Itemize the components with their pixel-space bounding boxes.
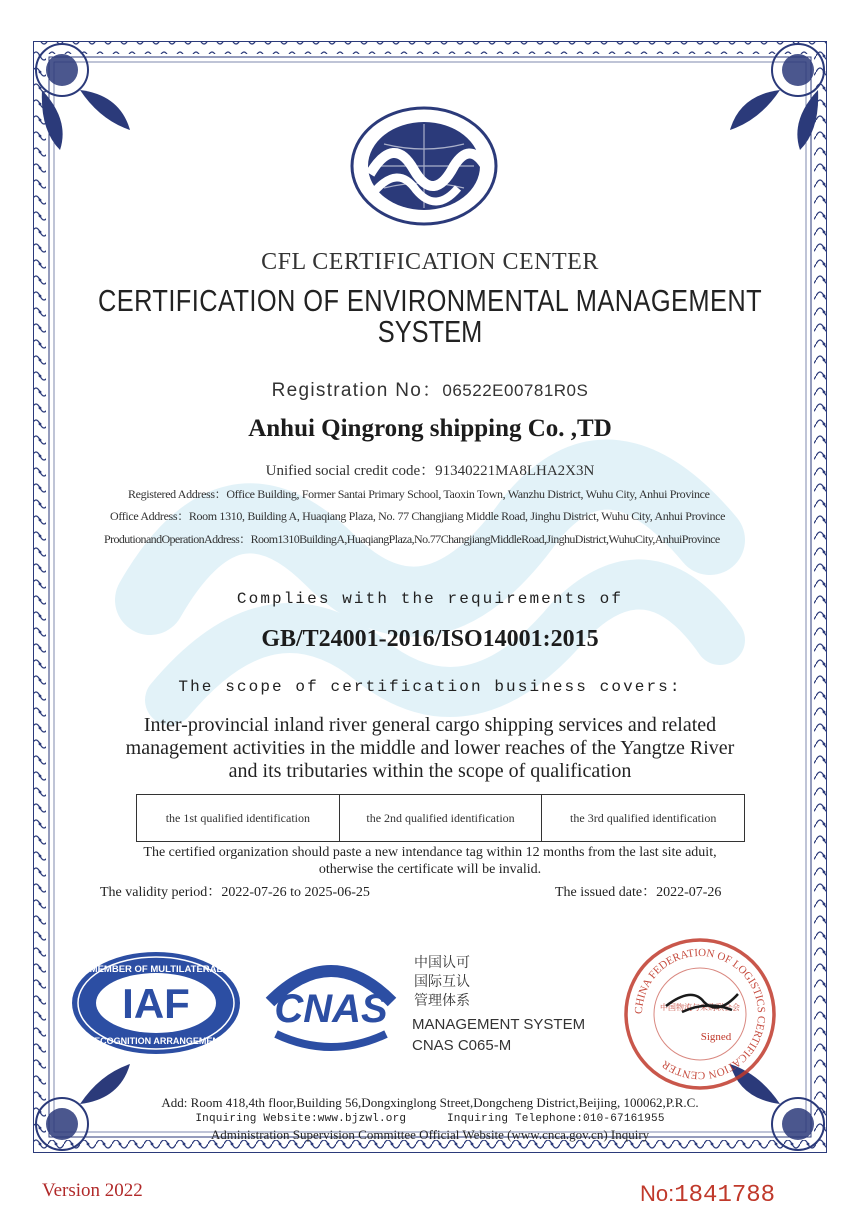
scope-line-2: management activities in the middle and lower reaches of the Yangtze River [125,737,735,759]
registration-label: Registration No： [271,380,443,401]
cnas-chinese-text [414,954,470,1011]
credit-code-label: Unified social credit code： [265,463,436,479]
registration-value: 06522E00781R0S [442,381,589,400]
corner-ornament-tr [730,44,824,150]
identification-cell-3: the 3rd qualified identification [570,810,717,825]
seal-ring-text: CHINA FEDERATION OF LOGISTICS CERTIFICATION CENTER [632,946,768,1082]
cnas-id: CNAS C065-M [412,1037,512,1054]
iaf-top-text: MEMBER OF MULTILATERAL [89,964,223,975]
svg-text:CHINA FEDERATION OF LOGISTICS [633,947,767,1081]
notice-line-2: otherwise the certificate will be invalid. [318,862,542,877]
scope-text [0,714,860,783]
footer-admin: Administration Supervision Committee Official Website (www.cnca.gov.cn) Inquiry [210,1127,650,1142]
cn-line-1: 中国认可 [414,955,470,971]
corner-ornament-tl [36,44,130,150]
credit-code [0,459,860,480]
cn-line-2: 国际互认 [414,974,470,990]
company-name: Anhui Qingrong shipping Co. ,TD [248,415,612,442]
iaf-logo [70,950,242,1056]
validity-period [100,881,370,901]
certificate-title-line1: CERTIFICATION OF ENVIRONMENTAL MANAGEMENT [97,283,763,318]
cn-line-3: 管理体系 [414,993,470,1009]
registration-number [0,375,860,402]
management-system-label: MANAGEMENT SYSTEM [412,1016,586,1033]
identification-table [136,794,745,842]
footer-address: Add: Room 418,4th floor,Building 56,Dongxinglong Street,Dongcheng District,Beijing, 100062,P.R.C. [161,1095,699,1110]
production-address: ProdutionandOperationAddress：Room1310BuildingA,HuaqiangPlaza,No.77ChangjiangMiddleRoad,JinghuDistrict,WuhuCity,AnhuiProvince [104,532,720,546]
certification-center-name: CFL CERTIFICATION CENTER [261,249,599,275]
watermark-logo [110,400,750,760]
official-red-seal [622,936,778,1092]
footer-inquiry: Inquiring Website:www.bjzwl.org Inquiring Telephone:010-67161955 [195,1113,665,1125]
certificate-title-line2: SYSTEM [377,314,483,349]
certificate-number [640,1181,775,1209]
notice-line-1: The certified organization should paste a new intendance tag within 12 months from the last site aduit, [143,845,717,860]
credit-code-value: 91340221MA8LHA2X3N [435,463,595,479]
validity-label: The validity period： [100,885,222,900]
validity-value: 2022-07-26 to 2025-06-25 [221,885,370,900]
issued-date [555,881,721,901]
issued-label: The issued date： [555,885,657,900]
office-address: Office Address：Room 1310, Building A, Huaqiang Plaza, No. 77 Changjiang Middle Road, Jinghu District, Wuhu City, Anhui Province [110,509,726,523]
seal-center-text: 中国物流与采购联合会 [660,1003,740,1012]
seal-signed-text: Signed [700,1031,732,1043]
notice-text [0,844,860,878]
cert-no-value: 1841788 [674,1182,776,1209]
identification-cell-1: the 1st qualified identification [137,795,340,841]
version-label: Version 2022 [42,1180,143,1201]
cfl-emblem [344,104,504,232]
registered-address: Registered Address：Office Building, Former Santai Primary School, Taoxin Town, Wanzhu District, Wuhu City, Anhui Province [128,487,710,501]
issued-value: 2022-07-26 [656,885,722,900]
standard-code: GB/T24001-2016/ISO14001:2015 [261,626,599,652]
scope-label: The scope of certification business covers: [178,678,682,696]
complies-label: Complies with the requirements of [236,590,624,608]
identification-cell-2: the 2nd qualified identification [340,795,543,841]
cert-no-label: No: [640,1181,675,1206]
iaf-main-text: IAF [122,980,190,1027]
cnas-logo [258,950,404,1058]
cnas-text: CNAS [274,987,388,1031]
scope-line-3: and its tributaries within the scope of qualification [228,760,632,782]
scope-line-1: Inter-provincial inland river general cargo shipping services and related [143,714,717,736]
iaf-bottom-text: RECOGNITION ARRANGEMENT [87,1036,225,1046]
